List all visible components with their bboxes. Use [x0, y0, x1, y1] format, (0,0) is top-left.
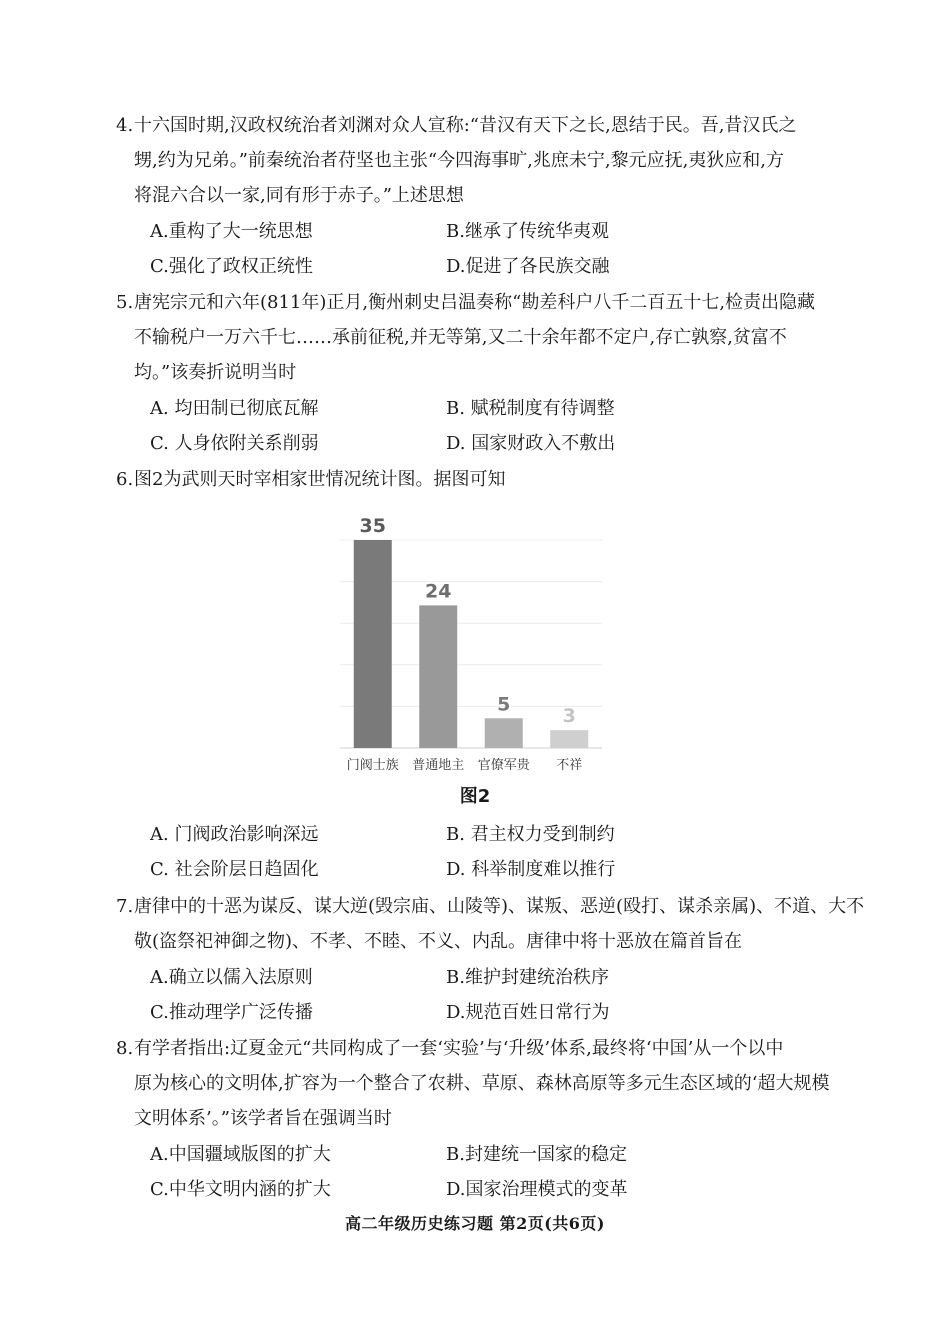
page-footer: 高二年级历史练习题 第2页(共6页) — [345, 1214, 605, 1233]
question-text-line: 不输税户一万六千七……承前征税,并无等第,又二十余年都不定户,存亡孰察,贫富不 — [134, 327, 787, 348]
bar-3 — [485, 718, 523, 748]
option-d: D.促进了各民族交融 — [446, 256, 610, 277]
option-b: B.封建统一国家的稳定 — [446, 1144, 627, 1165]
option-d: D. 国家财政入不敷出 — [446, 433, 616, 454]
option-b: B.继承了传统华夷观 — [446, 221, 609, 242]
question-text-line: 文明体系’。”该学者旨在强调当时 — [134, 1108, 392, 1129]
question-number: 7. — [116, 896, 134, 917]
data-label-2: 24 — [425, 580, 452, 603]
x-tick-label-3: 官僚军贵 — [477, 758, 530, 773]
data-label-3: 5 — [497, 693, 511, 716]
question-text-line: 敬(盗祭祀神御之物)、不孝、不睦、不义、内乱。唐律中将十恶放在篇首旨在 — [134, 931, 743, 952]
question-text-line: 唐宪宗元和六年(811年)正月,衡州刺史吕温奏称“勘差科户八千二百五十七,检责出隐藏 — [134, 292, 816, 313]
question-text-line: 均。”该奏折说明当时 — [134, 362, 297, 383]
x-tick-label-2: 普通地主 — [412, 758, 465, 773]
question-text-line: 将混六合以一家,同有形于赤子。”上述思想 — [134, 185, 464, 206]
question-text-line: 图2为武则天时宰相家世情况统计图。据图可知 — [134, 469, 506, 490]
question-number: 4. — [116, 115, 134, 136]
question-number: 6. — [116, 469, 134, 490]
x-tick-label-1: 门阀士族 — [346, 758, 399, 773]
option-d: D. 科举制度难以推行 — [446, 859, 616, 880]
bar-1 — [354, 540, 392, 748]
option-a: A.确立以儒入法原则 — [150, 967, 313, 988]
option-b: B. 赋税制度有待调整 — [446, 398, 615, 419]
option-d: D.规范百姓日常行为 — [446, 1002, 610, 1023]
option-c: C.推动理学广泛传播 — [150, 1002, 313, 1023]
option-b: B.维护封建统治秩序 — [446, 967, 609, 988]
question-text-line: 十六国时期,汉政权统治者刘渊对众人宣称:“昔汉有天下之长,恩结于民。吾,昔汉氏之 — [134, 115, 797, 136]
bar-2 — [419, 605, 457, 748]
option-c: C. 社会阶层日趋固化 — [150, 859, 319, 880]
question-text-line: 甥,约为兄弟。”前秦统治者苻坚也主张“今四海事旷,兆庶未宁,黎元应抚,夷狄应和,方 — [134, 150, 785, 171]
question-text-line: 有学者指出:辽夏金元“共同构成了一套‘实验’与‘升级’体系,最终将‘中国’从一个以中 — [134, 1038, 784, 1059]
option-c: C. 人身依附关系削弱 — [150, 433, 319, 454]
option-c: C.强化了政权正统性 — [150, 256, 313, 277]
x-tick-label-4: 不祥 — [556, 758, 583, 773]
data-label-1: 35 — [359, 515, 386, 537]
option-c: C.中华文明内涵的扩大 — [150, 1179, 331, 1200]
question-number: 5. — [116, 292, 134, 313]
bar-4 — [550, 730, 588, 748]
bar-chart-svg — [330, 505, 620, 805]
question-text-line: 原为核心的文明体,扩容为一个整合了农耕、草原、森林高原等多元生态区域的‘超大规模 — [134, 1073, 830, 1094]
bar-chart — [330, 505, 620, 805]
option-b: B. 君主权力受到制约 — [446, 824, 615, 845]
option-a: A. 均田制已彻底瓦解 — [150, 398, 319, 419]
question-number: 8. — [116, 1038, 134, 1059]
figure-caption: 图2 — [459, 786, 491, 807]
question-text-line: 唐律中的十恶为谋反、谋大逆(毁宗庙、山陵等)、谋叛、恶逆(殴打、谋杀亲属)、不道、大不 — [134, 896, 865, 917]
option-d: D.国家治理模式的变革 — [446, 1179, 628, 1200]
option-a: A.重构了大一统思想 — [150, 221, 313, 242]
data-label-4: 3 — [562, 705, 576, 728]
option-a: A. 门阀政治影响深远 — [150, 824, 319, 845]
option-a: A.中国疆域版图的扩大 — [150, 1144, 331, 1165]
